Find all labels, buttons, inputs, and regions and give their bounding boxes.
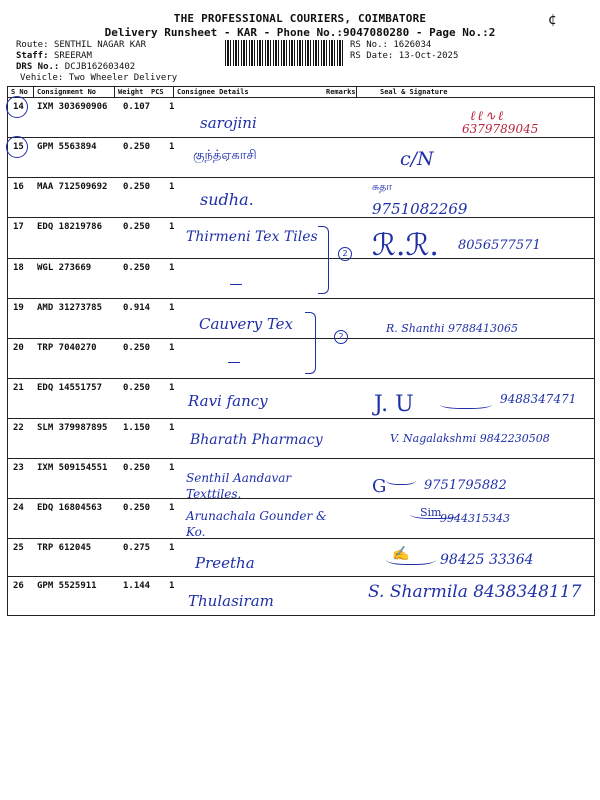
route-label: Route: bbox=[16, 40, 49, 50]
col-seal: Seal & Signature bbox=[380, 88, 448, 96]
col-pcs: PCS bbox=[151, 88, 164, 96]
hw-consignee-row26: Thulasiram bbox=[188, 592, 274, 610]
hw-group-count: 2 bbox=[334, 330, 348, 344]
row-sno: 20 bbox=[13, 343, 24, 353]
col-divider bbox=[173, 87, 174, 97]
row-consignment-no: IXM 303690906 bbox=[37, 102, 108, 112]
row-consignment-no: WGL 273669 bbox=[37, 263, 92, 273]
col-consignment: Consignment No bbox=[37, 88, 97, 96]
rs-date-label: RS Date: bbox=[350, 51, 394, 61]
hw-dash bbox=[228, 362, 240, 363]
row-sno: 25 bbox=[13, 543, 24, 553]
row-pcs: 1 bbox=[169, 581, 175, 591]
hw-signature-initials-row24: Sim bbox=[420, 506, 442, 519]
row-weight: 0.107 bbox=[123, 102, 151, 112]
col-sno: S No bbox=[11, 88, 28, 96]
row-consignment-no: EDQ 18219786 bbox=[37, 222, 103, 232]
row-weight: 1.150 bbox=[123, 423, 151, 433]
route-line bbox=[16, 40, 146, 51]
hw-group-bracket bbox=[318, 226, 329, 294]
hw-consignee-row25: Preetha bbox=[195, 554, 255, 572]
barcode bbox=[225, 40, 343, 66]
row-consignment-no: IXM 509154551 bbox=[37, 463, 108, 473]
hw-signature-initials-row23: G bbox=[372, 476, 387, 497]
hw-consignee-row17: Thirmeni Tex Tiles bbox=[186, 229, 318, 245]
row-sno: 17 bbox=[13, 222, 24, 232]
row-pcs: 1 bbox=[169, 543, 175, 553]
staff-value: SREERAM bbox=[53, 51, 92, 61]
hw-signature-row26: S. Sharmila 8438348117 bbox=[368, 582, 582, 602]
hw-signature-name-row16: சுதா bbox=[372, 180, 393, 193]
hw-signature-scribble bbox=[386, 474, 416, 485]
row-consignment-no: SLM 379987895 bbox=[37, 423, 108, 433]
row-consignment-no: TRP 612045 bbox=[37, 543, 92, 553]
row-sno: 16 bbox=[13, 182, 24, 192]
row-pcs: 1 bbox=[169, 142, 175, 152]
row-sno: 21 bbox=[13, 383, 24, 393]
hw-signature-phone-row16: 9751082269 bbox=[372, 200, 468, 218]
row-sno: 24 bbox=[13, 503, 24, 513]
row-weight: 0.914 bbox=[123, 303, 151, 313]
hw-group-count: 2 bbox=[338, 247, 352, 261]
drs-label: DRS No.: bbox=[16, 62, 60, 72]
hw-consignee-row24: Arunachala Gounder & Ko. bbox=[186, 509, 327, 539]
runsheet-subtitle: Delivery Runsheet - KAR - Phone No.:9047080280 - Page No.:2 bbox=[104, 26, 496, 39]
route-value: SENTHIL NAGAR KAR bbox=[53, 40, 147, 50]
rs-no-label: RS No.: bbox=[350, 40, 388, 50]
row-sno: 22 bbox=[13, 423, 24, 433]
row-pcs: 1 bbox=[169, 463, 175, 473]
row-pcs: 1 bbox=[169, 423, 175, 433]
company-title: THE PROFESSIONAL COURIERS, COIMBATORE bbox=[173, 12, 427, 25]
vehicle-label: Vehicle: bbox=[20, 73, 64, 83]
rs-no-value: 1626034 bbox=[393, 40, 432, 50]
drs-value: DCJB162603402 bbox=[64, 62, 136, 72]
staff-label: Staff: bbox=[16, 51, 49, 61]
col-remarks: Remarks bbox=[326, 88, 356, 96]
row-consignment-no: MAA 712509692 bbox=[37, 182, 108, 192]
row-pcs: 1 bbox=[169, 343, 175, 353]
hw-signature-initials-row17: ℛ.ℛ. bbox=[372, 228, 439, 263]
hw-signature-row21: 9488347471 bbox=[500, 392, 577, 406]
rs-date-line bbox=[350, 51, 458, 62]
vehicle-value: Two Wheeler Delivery bbox=[68, 73, 178, 83]
row-consignment-no: GPM 5525911 bbox=[37, 581, 97, 591]
rs-date-value: 13-Oct-2025 bbox=[398, 51, 459, 61]
row-weight: 0.250 bbox=[123, 503, 151, 513]
row-consignment-no: AMD 31273785 bbox=[37, 303, 103, 313]
hw-signature-row24: 9944315343 bbox=[440, 512, 510, 525]
row-weight: 0.250 bbox=[123, 383, 151, 393]
vehicle-line bbox=[20, 73, 177, 84]
row-pcs: 1 bbox=[169, 102, 175, 112]
hw-consignee-row22: Bharath Pharmacy bbox=[190, 432, 323, 448]
row-sno: 19 bbox=[13, 303, 24, 313]
col-consignee: Consignee Details bbox=[177, 88, 249, 96]
hw-remark-row15: c/N bbox=[400, 148, 434, 170]
row-sno: 14 bbox=[13, 102, 24, 112]
row-weight: 0.250 bbox=[123, 463, 151, 473]
hw-signature-row14: 6379789045 bbox=[462, 122, 539, 136]
table-row bbox=[8, 338, 594, 379]
staff-line bbox=[16, 51, 92, 62]
table-row bbox=[8, 258, 594, 299]
row-weight: 0.250 bbox=[123, 263, 151, 273]
row-pcs: 1 bbox=[169, 503, 175, 513]
hw-dash bbox=[230, 284, 242, 285]
table-row bbox=[8, 137, 594, 178]
hw-signature-row23: 9751795882 bbox=[424, 478, 507, 493]
hw-consignee-row14: sarojini bbox=[200, 114, 257, 132]
hw-signature-scribble bbox=[440, 398, 492, 409]
row-pcs: 1 bbox=[169, 222, 175, 232]
rs-no-line bbox=[350, 40, 458, 51]
hw-consignee-row19: Cauvery Tex bbox=[199, 315, 294, 333]
hw-consignee-row23: Senthil Aandavar Texttiles. bbox=[186, 471, 292, 501]
corner-mark: ¢ bbox=[548, 12, 557, 28]
row-pcs: 1 bbox=[169, 263, 175, 273]
hw-signature-initials-row25: ✍ bbox=[392, 546, 410, 562]
row-pcs: 1 bbox=[169, 303, 175, 313]
col-divider bbox=[33, 87, 34, 97]
hw-signature-row22: V. Nagalakshmi 9842230508 bbox=[390, 432, 550, 445]
row-sno: 23 bbox=[13, 463, 24, 473]
table-row bbox=[8, 177, 594, 218]
hw-consignee-row15: குந்த்ஏகாசி bbox=[193, 148, 257, 163]
row-pcs: 1 bbox=[169, 182, 175, 192]
hw-consignee-row21: Ravi fancy bbox=[188, 392, 268, 410]
row-weight: 0.250 bbox=[123, 343, 151, 353]
hw-signature-initials-row21: J. U bbox=[374, 392, 414, 417]
sno-circle-mark bbox=[6, 136, 28, 158]
row-consignment-no: TRP 7040270 bbox=[37, 343, 97, 353]
hw-signature-row19: R. Shanthi 9788413065 bbox=[386, 322, 519, 335]
row-weight: 0.275 bbox=[123, 543, 151, 553]
row-weight: 1.144 bbox=[123, 581, 151, 591]
row-consignment-no: EDQ 14551757 bbox=[37, 383, 103, 393]
row-sno: 26 bbox=[13, 581, 24, 591]
row-pcs: 1 bbox=[169, 383, 175, 393]
drs-line bbox=[16, 62, 135, 73]
row-consignment-no: GPM 5563894 bbox=[37, 142, 97, 152]
hw-signature-row25: 98425 33364 bbox=[440, 552, 534, 568]
rs-info bbox=[350, 40, 458, 62]
hw-consignee-row16: sudha. bbox=[200, 190, 254, 209]
row-weight: 0.250 bbox=[123, 182, 151, 192]
row-weight: 0.250 bbox=[123, 222, 151, 232]
hw-group-bracket bbox=[305, 312, 316, 374]
row-sno: 18 bbox=[13, 263, 24, 273]
row-weight: 0.250 bbox=[123, 142, 151, 152]
sno-circle-mark bbox=[6, 96, 28, 118]
row-consignment-no: EDQ 16804563 bbox=[37, 503, 103, 513]
hw-signature-scrawl: ℓℓ∿ℓ bbox=[470, 109, 506, 124]
col-divider bbox=[114, 87, 115, 97]
hw-signature-row17: 8056577571 bbox=[458, 238, 541, 253]
col-weight: Weight bbox=[118, 88, 144, 96]
col-divider bbox=[356, 87, 357, 97]
row-sno: 15 bbox=[13, 142, 24, 152]
